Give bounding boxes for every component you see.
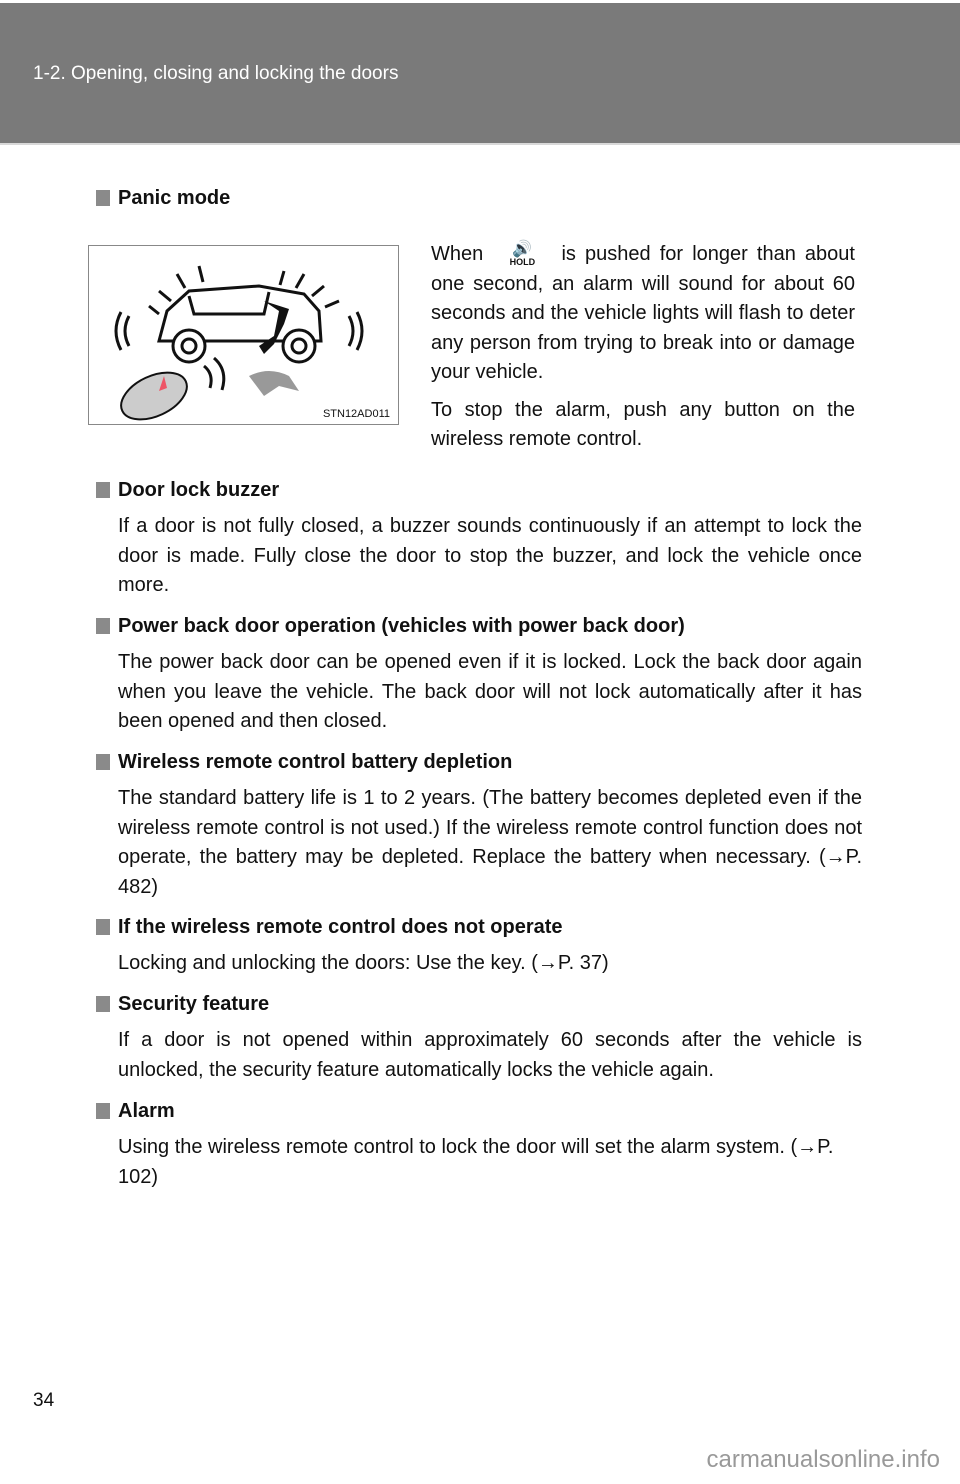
page-header <box>0 3 960 145</box>
section-text: Using the wireless remote control to lock the door will set the alarm system. (→P. 102) <box>118 1136 834 1188</box>
section-panic-mode <box>96 186 862 210</box>
bullet-square-icon <box>96 482 110 498</box>
section-text: Locking and unlocking the doors: Use the key. (→P. 37) <box>118 952 609 974</box>
section-heading: Door lock buzzer <box>118 479 280 501</box>
section-text: The power back door can be opened even if it is locked. Lock the back door again when you leave the vehicle. The back door will not lock automatically after it has been opened and then closed. <box>118 651 862 732</box>
bullet-square-icon <box>96 754 110 770</box>
section-heading: Wireless remote control battery depletion <box>118 751 513 773</box>
section-heading: If the wireless remote control does not operate <box>118 916 563 938</box>
bullet-square-icon <box>96 1103 110 1119</box>
section-security-feature <box>96 992 862 1085</box>
car-alarm-illustration-icon <box>89 246 398 424</box>
panic-button-icon: 🔊 HOLD <box>509 240 536 267</box>
section-door-lock-buzzer <box>96 478 862 601</box>
figure-label: STN12AD011 <box>322 408 390 420</box>
section-battery-depletion <box>96 750 862 902</box>
chapter-title: 1-2. Opening, closing and locking the doors <box>33 63 399 84</box>
watermark: carmanualsonline.info <box>706 1446 940 1473</box>
section-alarm <box>96 1099 862 1192</box>
panic-mode-illustration <box>88 245 399 425</box>
section-heading: Panic mode <box>118 187 231 209</box>
section-heading: Alarm <box>118 1100 175 1122</box>
section-heading: Security feature <box>118 993 270 1015</box>
section-text: If a door is not opened within approximately 60 seconds after the vehicle is unlocked, the security feature automatically locks the vehicle again. <box>118 1029 862 1081</box>
section-text: If a door is not fully closed, a buzzer sounds continuously if an attempt to lock the door is made. Fully close the door to stop the buzzer, and lock the vehicle once more. <box>118 515 862 596</box>
section-power-back-door <box>96 614 862 737</box>
section-remote-not-operate <box>96 915 862 979</box>
bullet-square-icon <box>96 996 110 1012</box>
bullet-square-icon <box>96 919 110 935</box>
section-heading: Power back door operation (vehicles with power back door) <box>118 615 685 637</box>
panic-mode-description: When 🔊 HOLD is pushed for longer than about one second, an alarm will sound for about 60 seconds and the vehicle lights will flash to deter any person from trying to break into or damage your vehicle. To stop the alarm, push any button on the wireless remote control. <box>431 240 855 450</box>
section-text: The standard battery life is 1 to 2 years. (The battery becomes depleted even if the wireless remote control is not used.) If the wireless remote control function does not operate, the battery may be depleted. Replace the battery when necessary. (→P. 482) <box>118 787 862 898</box>
page-number: 34 <box>33 1390 55 1411</box>
bullet-square-icon <box>96 190 110 206</box>
bullet-square-icon <box>96 618 110 634</box>
